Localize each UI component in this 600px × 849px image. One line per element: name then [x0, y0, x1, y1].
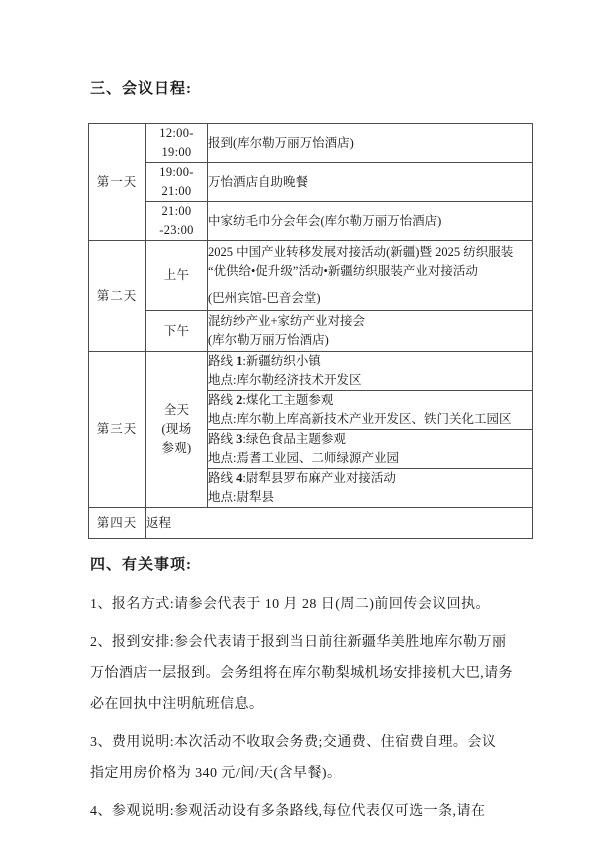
table-row — [89, 124, 533, 163]
route2-cell — [208, 391, 533, 430]
time-line: 21:00 — [161, 204, 192, 218]
matters-item-1 — [90, 589, 534, 620]
table-row — [89, 163, 533, 202]
schedule-table — [88, 123, 533, 539]
route-location: 地点:库尔勒上库高新技术产业开发区、铁门关化工园区 — [208, 412, 512, 426]
paragraph-line: 3、费用说明:本次活动不收取会务费;交通费、住宿费自理。会议 — [90, 735, 497, 750]
activity-text: 2025 中国产业转移发展对接活动(新疆)暨 2025 纺织服装 — [208, 245, 514, 259]
day1-cell: 第一天 — [89, 124, 146, 241]
route-title: 路线 4:尉犁县罗布麻产业对接活动 — [208, 471, 396, 485]
time-line: 19:00- — [159, 165, 194, 179]
route4-cell — [208, 469, 533, 508]
paragraph-line: 1、报名方式:请参会代表于 10 月 28 日(周二)前回传会议回执。 — [90, 597, 490, 612]
day1-row3-activity-cell — [208, 202, 533, 241]
day4-cell: 第四天 — [89, 508, 146, 539]
route-title: 路线 2:煤化工主题参观 — [208, 393, 334, 407]
paragraph-line: 指定用房价格为 340 元/间/天(含早餐)。 — [90, 766, 342, 781]
route-title: 路线 3:绿色食品主题参观 — [208, 432, 346, 446]
route3-cell — [208, 430, 533, 469]
day2-cell: 第二天 — [89, 241, 146, 352]
matters-item-4 — [90, 796, 534, 827]
time-line: 12:00- — [159, 126, 194, 140]
route-number: 2 — [236, 393, 243, 407]
activity-text: (库尔勒万丽万怡酒店) — [208, 333, 329, 347]
matters-paragraphs — [88, 589, 534, 827]
day1-row3-time-cell — [146, 202, 208, 241]
table-row — [89, 241, 533, 311]
venue-text: (巴州宾馆-巴音会堂) — [208, 291, 321, 305]
paragraph-line: 万怡酒店一层报到。会务组将在库尔勒梨城机场安排接机大巴,请务 — [90, 666, 513, 681]
day1-row2-time-cell — [146, 163, 208, 202]
activity-text: 返程 — [146, 515, 172, 530]
time-line: 全天 — [163, 403, 190, 417]
table-row — [89, 202, 533, 241]
time-line: 21:00 — [161, 184, 192, 198]
route-location: 地点:库尔勒经济技术开发区 — [208, 373, 362, 387]
day3-cell: 第三天 — [89, 352, 146, 508]
time-line: -23:00 — [159, 223, 194, 237]
day4-activity-cell — [146, 508, 533, 539]
activity-text: “优供给•促升级”活动•新疆纺织服装产业对接活动 — [208, 264, 478, 278]
matters-section-title: 四、有关事项: — [90, 557, 192, 573]
time-line: (现场 — [161, 422, 192, 436]
day2-am-time-cell: 上午 — [146, 241, 208, 311]
day1-row2-activity-cell — [208, 163, 533, 202]
day2-pm-activity-cell — [208, 311, 533, 352]
day1-row1-activity-cell — [208, 124, 533, 163]
paragraph-line: 必在回执中注明航班信息。 — [90, 697, 264, 712]
route-location: 地点:焉耆工业园、二师绿源产业园 — [208, 451, 399, 465]
day2-pm-time-cell: 下午 — [146, 311, 208, 352]
table-row — [89, 352, 533, 391]
table-row — [89, 508, 533, 539]
route-number: 4 — [236, 471, 243, 485]
activity-text: 万怡酒店自助晚餐 — [208, 174, 309, 189]
route-number: 3 — [236, 432, 243, 446]
day2-am-activity-cell — [208, 241, 533, 311]
day1-row1-time-cell — [146, 124, 208, 163]
schedule-section-title: 三、会议日程: — [90, 81, 192, 97]
table-row — [89, 311, 533, 352]
day3-time-cell — [146, 352, 208, 508]
paragraph-line: 2、报到安排:参会代表请于报到当日前往新疆华美胜地库尔勒万丽 — [90, 635, 507, 650]
document-content — [88, 78, 534, 834]
route1-cell — [208, 352, 533, 391]
route-title: 路线 1:新疆纺织小镇 — [208, 354, 321, 368]
matters-item-3 — [90, 727, 534, 789]
route-location: 地点:尉犁县 — [208, 490, 274, 504]
activity-text: 混纺纱产业+家纺产业对接会 — [208, 314, 366, 328]
time-line: 参观) — [161, 441, 192, 455]
paragraph-line: 4、参观说明:参观活动设有多条路线,每位代表仅可选一条,请在 — [90, 804, 486, 819]
activity-text: 报到(库尔勒万丽万怡酒店) — [208, 135, 354, 150]
activity-text: 中家纺毛巾分会年会(库尔勒万丽万怡酒店) — [208, 213, 442, 228]
time-line: 19:00 — [161, 145, 192, 159]
matters-item-2 — [90, 627, 534, 720]
route-number: 1 — [236, 354, 243, 368]
